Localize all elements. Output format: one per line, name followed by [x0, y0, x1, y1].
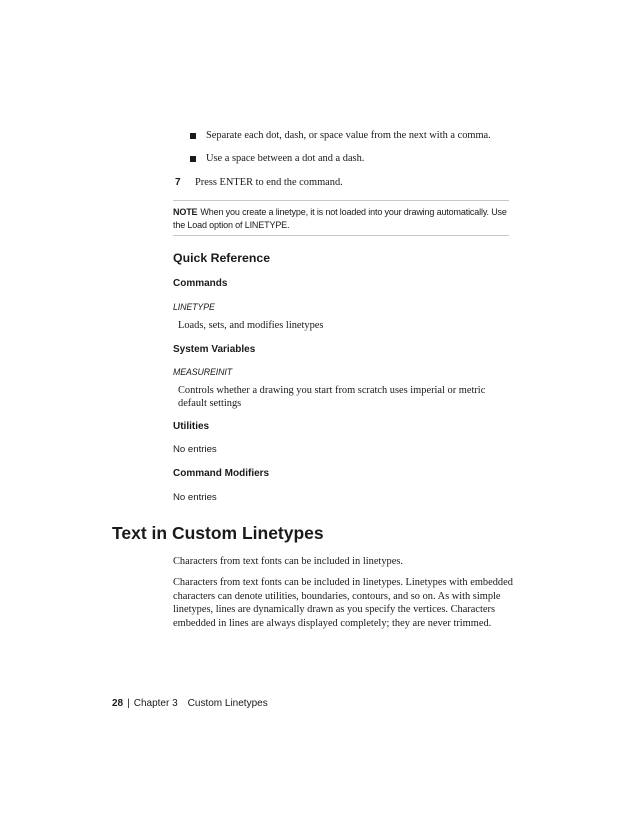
- utilities-empty-text: No entries: [173, 444, 217, 455]
- section-title: Text in Custom Linetypes: [112, 523, 324, 543]
- bullet-item: [190, 153, 364, 164]
- command-modifiers-empty-text: No entries: [173, 492, 217, 503]
- command-name: LINETYPE: [173, 302, 215, 312]
- system-variable-name: MEASUREINIT: [173, 367, 233, 377]
- bullet-item: [190, 130, 491, 141]
- footer-separator: |: [127, 698, 130, 709]
- square-bullet-icon: [190, 133, 196, 139]
- section-summary: Characters from text fonts can be included in linetypes.: [173, 556, 403, 567]
- system-variable-description: Controls whether a drawing you start from scratch uses imperial or metric default settings: [178, 385, 486, 409]
- command-description: Loads, sets, and modifies linetypes: [178, 320, 324, 331]
- section-body-paragraph: Characters from text fonts can be included in linetypes. Linetypes with embedded characters can denote utilities, boundaries, contours, and so on. As with simple linetypes, lines are dynamically drawn as you specify the vertices. Characters embedded in lines are always displayed completely; they are never trimmed.: [173, 577, 513, 629]
- note-label: NOTE: [173, 207, 198, 217]
- procedure-step: [175, 177, 343, 188]
- note-text: When you create a linetype, it is not loaded into your drawing automatically. Use the Load option of LINETYPE.: [173, 207, 507, 230]
- step-text: Press ENTER to end the command.: [195, 177, 343, 188]
- footer-chapter: Chapter 3: [133, 698, 178, 709]
- commands-heading: Commands: [173, 278, 228, 289]
- system-variables-heading: System Variables: [173, 344, 256, 355]
- page-footer: [112, 698, 268, 709]
- bullet-text: Separate each dot, dash, or space value from the next with a comma.: [206, 130, 491, 141]
- note-box: [173, 200, 509, 236]
- quick-reference-heading: Quick Reference: [173, 251, 271, 265]
- command-modifiers-heading: Command Modifiers: [173, 468, 270, 479]
- square-bullet-icon: [190, 156, 196, 162]
- utilities-heading: Utilities: [173, 421, 210, 432]
- footer-chapter-title: Custom Linetypes: [187, 698, 268, 709]
- page-number: 28: [112, 698, 124, 709]
- bullet-text: Use a space between a dot and a dash.: [206, 153, 365, 164]
- step-number: 7: [175, 177, 181, 188]
